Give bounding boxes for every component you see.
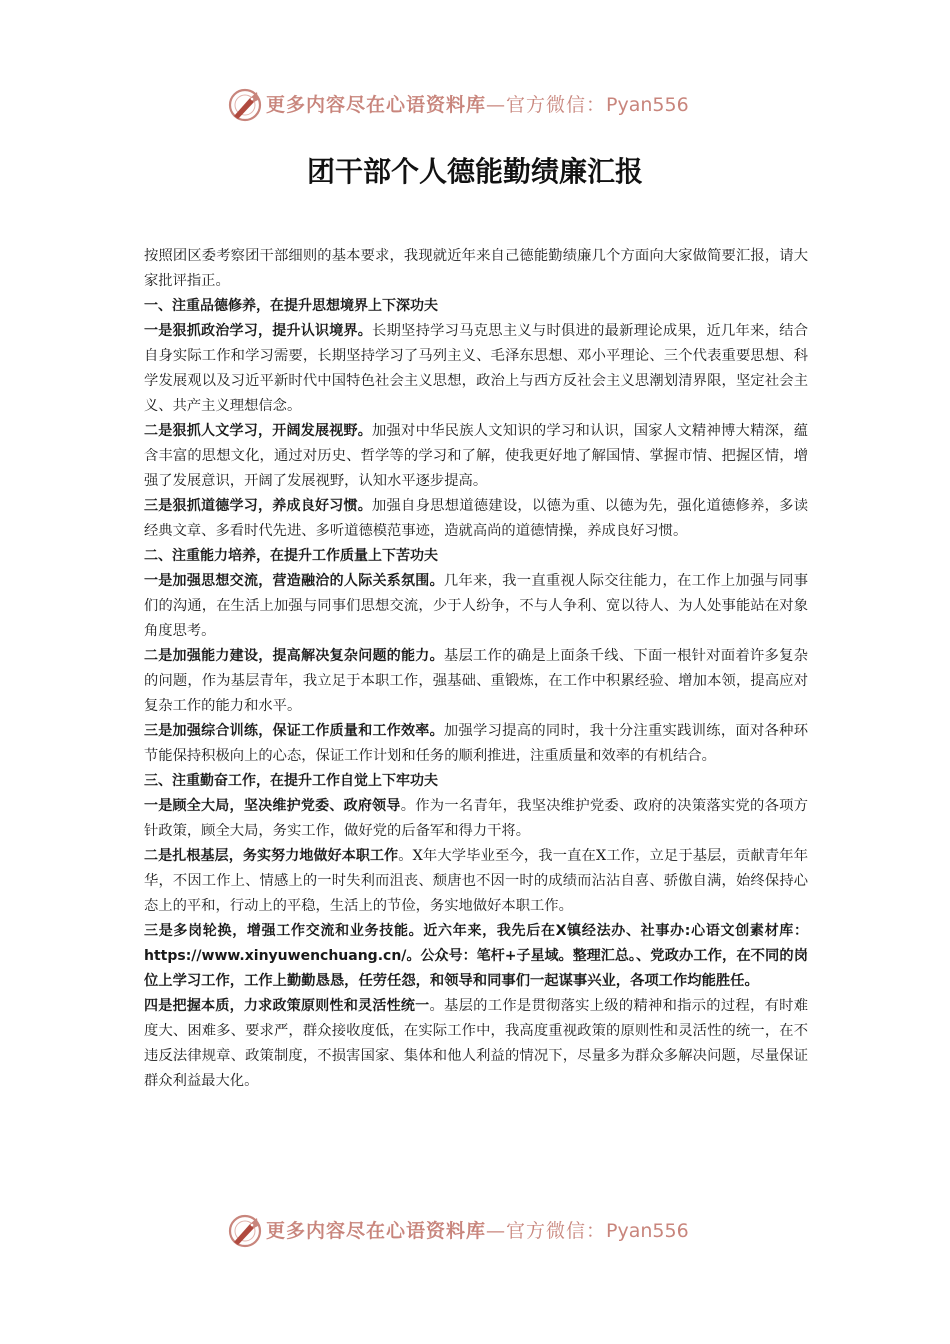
watermark-banner-bottom <box>0 1206 950 1256</box>
paragraph-lead: 一是加强思想交流，营造融洽的人际关系氛围。 <box>144 573 444 589</box>
watermark-handle: Pyan556 <box>606 1220 689 1242</box>
section-heading: 三、注重勤奋工作，在提升工作自觉上下牢功夫 <box>144 773 438 789</box>
paragraph-lead: 二是扎根基层，务实努力地做好本职工作 <box>144 848 399 864</box>
paragraph <box>144 644 808 719</box>
paragraph-text: 。基层的工作是贯彻落实上级的精神和指示的过程，有时难度大、困难多、要求严，群众接收度低，在实际工作中，我高度重视政策的原则性和灵活性的统一，在不违反法律规章、政策制度，不损害国家、集体和他人利益的情况下，尽量多为群众多解决问题，尽量保证群众利益最大化。 <box>144 998 809 1089</box>
paragraph-text: 加强学习提高的同时，我十分注重实践训练，面对各种环节能保持积极向上的心态，保证工作计划和任务的顺利推进，注重质量和效率的有机结合。 <box>144 723 809 764</box>
watermark-dash: — <box>486 94 507 116</box>
watermark-banner-top <box>0 80 950 130</box>
paragraph-text: 几年来，我一直重视人际交往能力，在工作上加强与同事们的沟通，在生活上加强与同事们思想交流，少于人纷争，不与人争利、宽以待人、为人处事能站在对象角度思考。 <box>144 573 809 639</box>
section-heading: 一、注重品德修养，在提升思想境界上下深功夫 <box>144 298 438 314</box>
intro-paragraph: 按照团区委考察团干部细则的基本要求，我现就近年来自己德能勤绩廉几个方面向大家做简要汇报，请大家批评指正。 <box>144 248 808 289</box>
document-title: 团干部个人德能勤绩廉汇报 <box>306 155 643 188</box>
paragraph <box>144 319 808 419</box>
paragraph-text: 加强自身思想道德建设，以德为重、以德为先，强化道德修养，多读经典文章、多看时代先进、多听道德模范事迹，造就高尚的道德情操，养成良好习惯。 <box>144 498 809 539</box>
paragraph <box>144 994 808 1094</box>
paragraph-lead: 三是狠抓道德学习，养成良好习惯。 <box>144 498 372 514</box>
watermark-official: 官方微信： <box>506 1220 607 1242</box>
paragraph-lead: 四是把握本质，力求政策原则性和灵活性统一 <box>144 998 430 1014</box>
paragraph-lead: 三是加强综合训练，保证工作质量和工作效率。 <box>144 723 444 739</box>
paragraph-text: 。X年大学毕业至今，我一直在X工作，立足于基层，贡献青年年华，不因工作上、情感上的一时失利而沮丧、颓唐也不因一时的成绩而沾沾自喜、骄傲自满，始终保持心态上的平和，行动上的平稳，生活上的节俭，务实地做好本职工作。 <box>144 848 808 914</box>
watermark-official: 官方微信： <box>506 94 607 116</box>
watermark-text <box>266 90 689 117</box>
paragraph-lead: 二是加强能力建设，提高解决复杂问题的能力。 <box>144 648 444 664</box>
watermark-text <box>266 1216 689 1243</box>
paragraph-text: 、党政办工作，在不同的岗位上学习工作，工作上勤勤恳恳，任劳任怨，和领导和同事们一起谋事兴业，各项工作均能胜任。 <box>144 948 809 989</box>
document-body <box>144 244 808 1094</box>
pen-nib-logo-icon <box>226 1212 264 1250</box>
paragraph-text: 基层工作的确是上面条千线、下面一根针对面着许多复杂的问题，作为基层青年，我立足于本职工作，强基础、重锻炼，在工作中积累经验、增加本领，提高应对复杂工作的能力和水平。 <box>144 648 809 714</box>
paragraph <box>144 419 808 494</box>
paragraph-lead: 三是多岗轮换，增强工作交流和业务技能。近六年来，我先后在X镇经法办、社事办:心语文创素材库：https://www.xinyuwenchuang.cn/。公众号：笔杆+子星域。整理汇总。 <box>144 923 808 964</box>
paragraph-lead: 二是狠抓人文学习，开阔发展视野。 <box>144 423 372 439</box>
paragraph-text: 。作为一名青年，我坚决维护党委、政府的决策落实党的各项方针政策，顾全大局，务实工作，做好党的后备军和得力干将。 <box>144 798 809 839</box>
paragraph <box>144 719 808 769</box>
paragraph <box>144 494 808 544</box>
paragraph <box>144 569 808 644</box>
paragraph-lead: 一是顾全大局，坚决维护党委、政府领导 <box>144 798 401 814</box>
paragraph <box>144 794 808 844</box>
section-heading: 二、注重能力培养，在提升工作质量上下苦功夫 <box>144 548 438 564</box>
paragraph <box>144 919 808 994</box>
watermark-dash: — <box>486 1220 507 1242</box>
paragraph <box>144 844 808 919</box>
watermark-brand: 更多内容尽在心语资料库 <box>266 1220 487 1242</box>
watermark-handle: Pyan556 <box>606 94 689 116</box>
watermark-brand: 更多内容尽在心语资料库 <box>266 94 487 116</box>
paragraph-text: 长期坚持学习马克思主义与时俱进的最新理论成果，近几年来，结合自身实际工作和学习需要，长期坚持学习了马列主义、毛泽东思想、邓小平理论、三个代表重要思想、科学发展观以及习近平新时代中国特色社会主义思想，政治上与西方反社会主义思潮划清界限，坚定社会主义、共产主义理想信念。 <box>144 323 809 414</box>
paragraph-lead: 一是狠抓政治学习，提升认识境界。 <box>144 323 372 339</box>
paragraph-text: 加强对中华民族人文知识的学习和认识，国家人文精神博大精深，蕴含丰富的思想文化，通过对历史、哲学等的学习和了解，使我更好地了解国情、掌握市情、把握区情，增强了发展意识，开阔了发展视野，认知水平逐步提高。 <box>144 423 809 489</box>
pen-nib-logo-icon <box>226 86 264 124</box>
